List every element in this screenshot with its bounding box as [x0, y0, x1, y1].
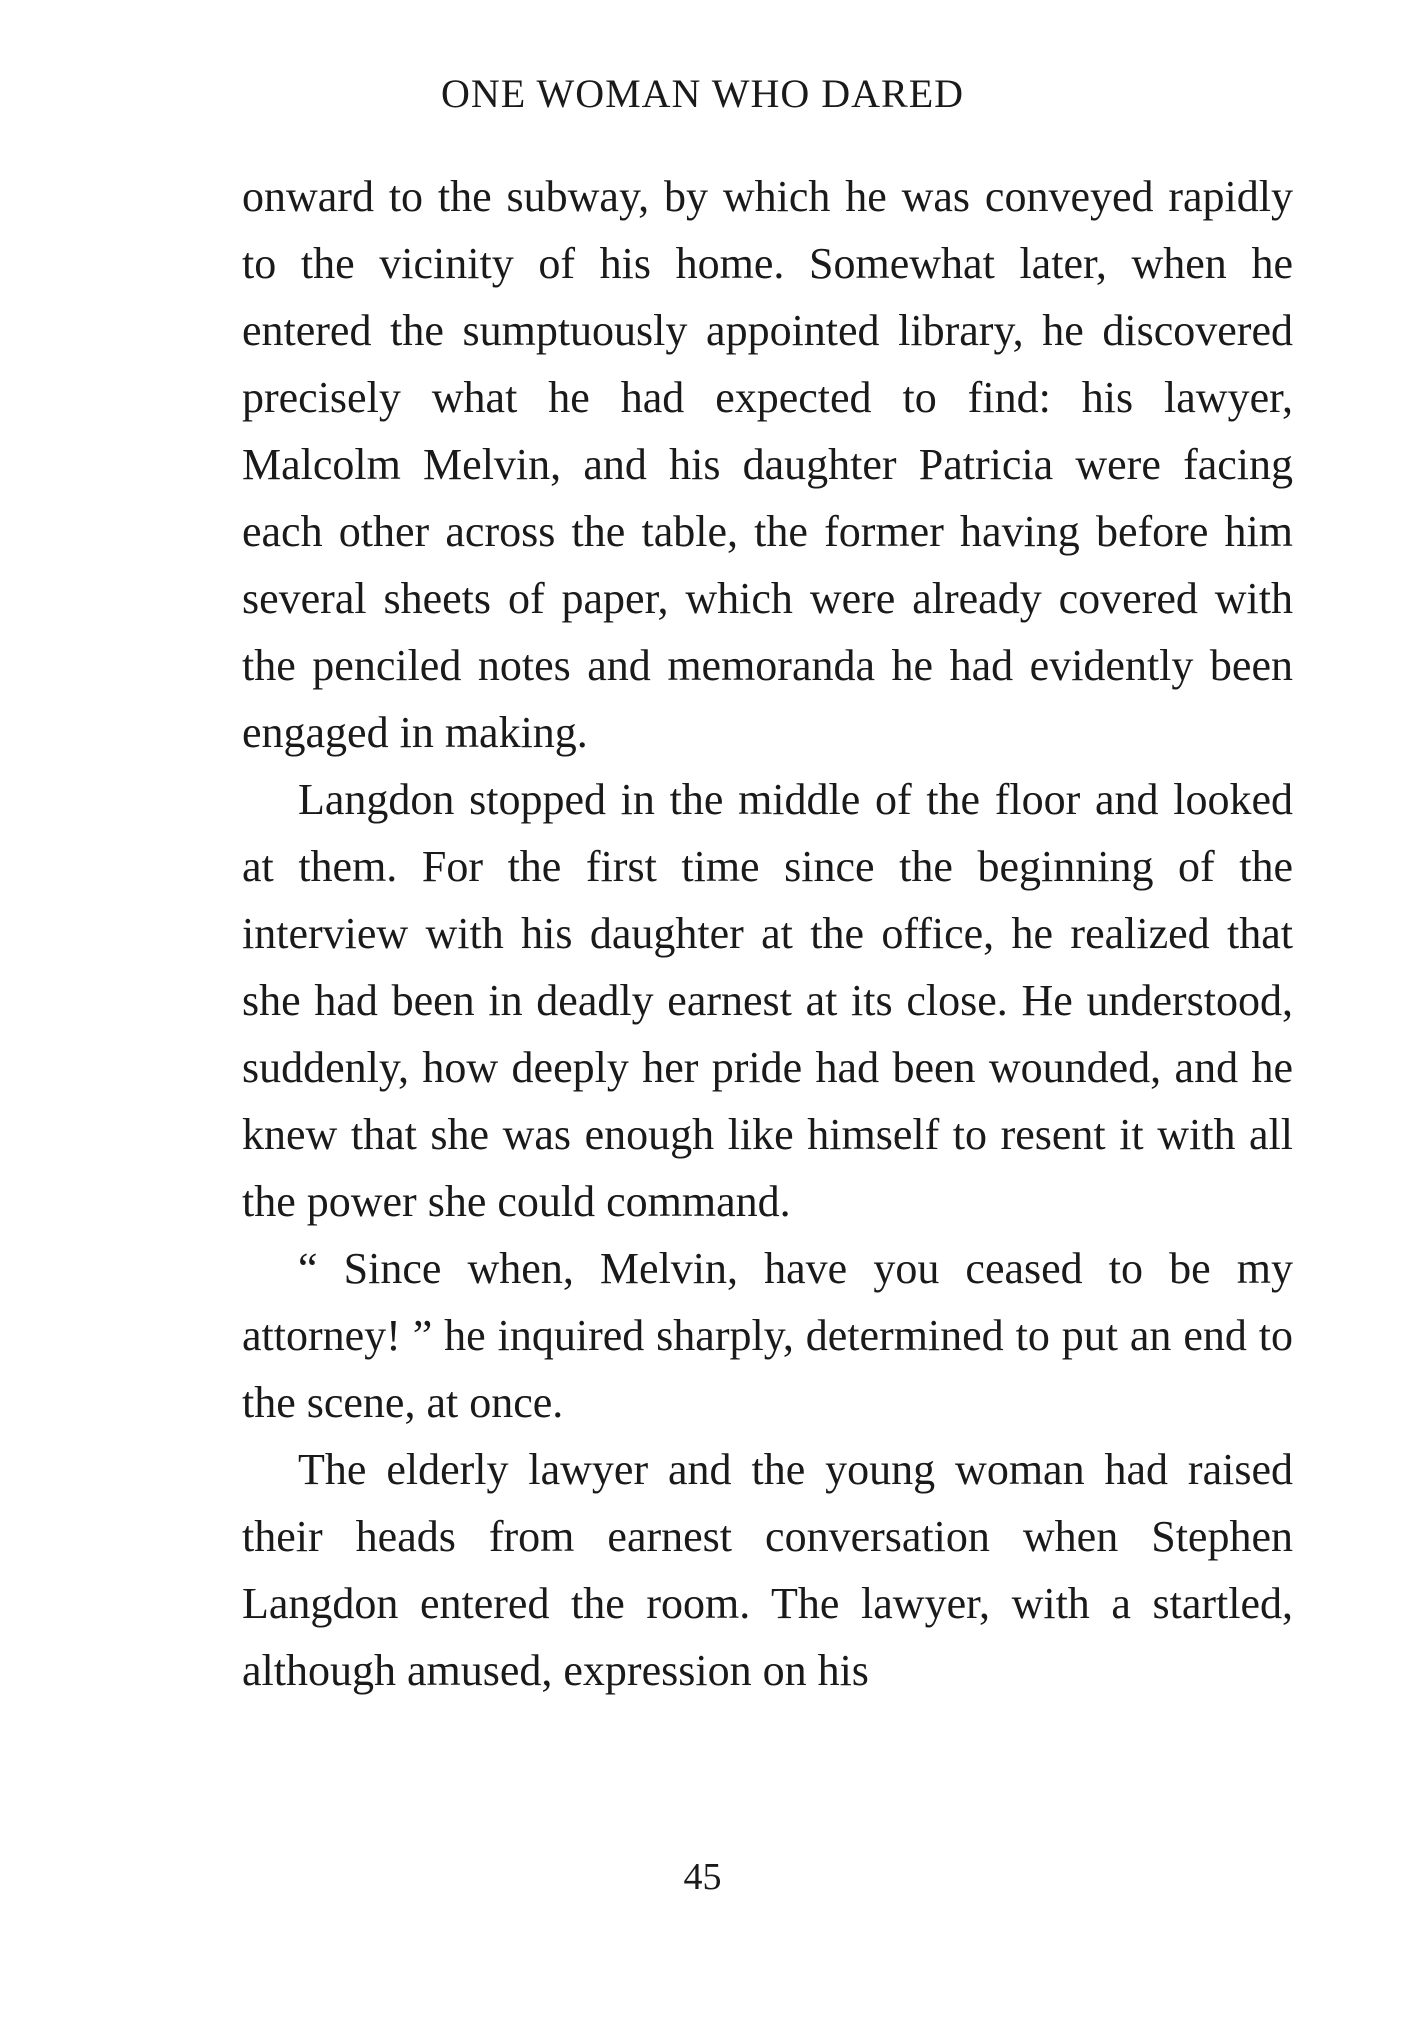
paragraph-1: onward to the subway, by which he was conveyed rapidly to the vicinity of his home. Somewhat later, when he entered the sumptuously appointed library, he discovered precisely what he had expected to find: his lawyer, Malcolm Melvin, and his daughter Patricia were facing each other across the table, the former having before him several sheets of paper, which were already covered with the penciled notes and memoranda he had evidently been engaged in making.: [242, 172, 1293, 757]
body-text: [242, 163, 1293, 1704]
running-head: ONE WOMAN WHO DARED: [440, 71, 965, 116]
paragraph-3: “ Since when, Melvin, have you ceased to be my attorney! ” he inquired sharply, determined to put an end to the scene, at once.: [242, 1244, 1293, 1427]
paragraph-4: The elderly lawyer and the young woman had raised their heads from earnest conversation when Stephen Langdon entered the room. The lawyer, with a startled, although amused, expression on his: [242, 1445, 1293, 1695]
paragraph-2: Langdon stopped in the middle of the floor and looked at them. For the first time since the beginning of the interview with his daughter at the office, he realized that she had been in deadly earnest at its close. He understood, suddenly, how deeply her pride had been wounded, and he knew that she was enough like himself to resent it with all the power she could command.: [242, 775, 1293, 1226]
page-number: 45: [683, 1856, 722, 1898]
